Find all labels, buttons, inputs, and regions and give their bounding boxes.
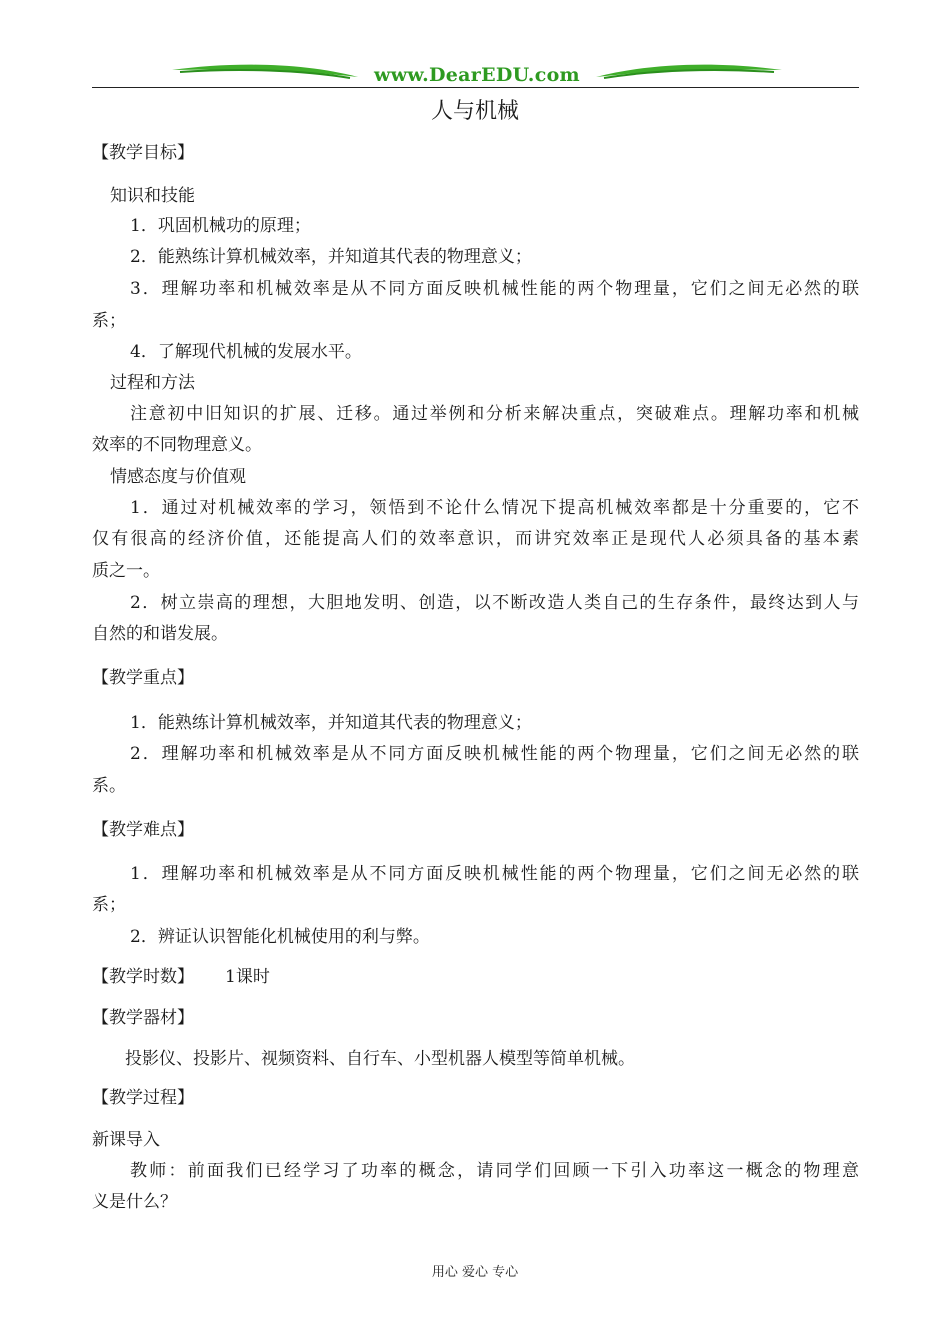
knowledge-item: 4．了解现代机械的发展水平。 xyxy=(130,342,362,362)
page-footer: 用心 爱心 专心 xyxy=(431,1265,519,1280)
objectives-heading: 【教学目标】 xyxy=(92,143,194,163)
header-divider xyxy=(92,87,859,88)
difficulty-item: 2．辨证认识智能化机械使用的利与弊。 xyxy=(130,927,430,947)
difficulty-item: 1．理解功率和机械效率是从不同方面反映机械性能的两个物理量，它们之间无必然的联 xyxy=(130,864,859,884)
emotion-item-continued: 质之一。 xyxy=(92,561,160,581)
left-swoosh-logo xyxy=(170,60,360,86)
process-paragraph: 注意初中旧知识的扩展、迁移。通过举例和分析来解决重点，突破难点。理解功率和机械 xyxy=(130,404,859,424)
teaching-process-heading: 【教学过程】 xyxy=(92,1088,194,1108)
key-point-item-continued: 系。 xyxy=(92,776,126,796)
site-logo-text: www.DearEDU.com xyxy=(374,64,580,86)
emotion-item-continued: 自然的和谐发展。 xyxy=(92,624,228,644)
key-point-item: 1．能熟练计算机械效率，并知道其代表的物理意义； xyxy=(130,713,532,733)
knowledge-item-continued: 系； xyxy=(92,311,126,331)
hours-heading: 【教学时数】 xyxy=(92,967,194,987)
equipment-heading: 【教学器材】 xyxy=(92,1008,194,1028)
difficulty-heading: 【教学难点】 xyxy=(92,820,194,840)
knowledge-item: 3．理解功率和机械效率是从不同方面反映机械性能的两个物理量，它们之间无必然的联 xyxy=(130,279,859,299)
right-swoosh-logo xyxy=(594,60,784,86)
knowledge-item: 2．能熟练计算机械效率，并知道其代表的物理意义； xyxy=(130,247,532,267)
process-heading: 过程和方法 xyxy=(110,373,195,393)
emotion-item: 1．通过对机械效率的学习，领悟到不论什么情况下提高机械效率都是十分重要的，它不 xyxy=(130,498,859,518)
emotion-heading: 情感态度与价值观 xyxy=(110,467,246,487)
knowledge-item: 1．巩固机械功的原理； xyxy=(130,216,311,236)
intro-paragraph: 教师：前面我们已经学习了功率的概念，请同学们回顾一下引入功率这一概念的物理意 xyxy=(130,1161,859,1181)
key-points-heading: 【教学重点】 xyxy=(92,668,194,688)
key-point-item: 2．理解功率和机械效率是从不同方面反映机械性能的两个物理量，它们之间无必然的联 xyxy=(130,744,859,764)
equipment-text: 投影仪、投影片、视频资料、自行车、小型机器人模型等简单机械。 xyxy=(125,1049,635,1069)
document-title: 人与机械 xyxy=(430,99,519,124)
intro-paragraph-continued: 义是什么？ xyxy=(92,1192,177,1212)
knowledge-heading: 知识和技能 xyxy=(110,186,195,206)
page-header xyxy=(92,60,859,90)
emotion-item: 2．树立崇高的理想，大胆地发明、创造，以不断改造人类自己的生存条件，最终达到人与 xyxy=(130,593,859,613)
emotion-item-continued: 仅有很高的经济价值，还能提高人们的效率意识，而讲究效率正是现代人必须具备的基本素 xyxy=(92,529,859,549)
intro-heading: 新课导入 xyxy=(92,1130,160,1150)
hours-value: 1课时 xyxy=(225,967,270,987)
process-paragraph-continued: 效率的不同物理意义。 xyxy=(92,435,262,455)
difficulty-item-continued: 系； xyxy=(92,895,126,915)
